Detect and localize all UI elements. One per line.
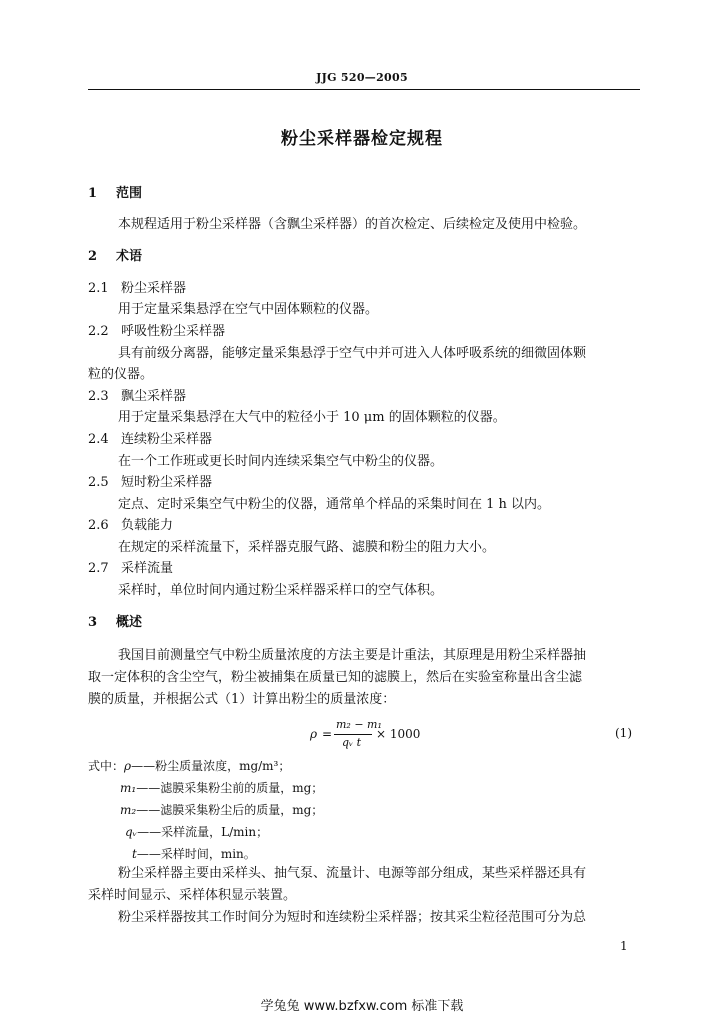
document-title: 粉尘采样器检定规程 bbox=[281, 129, 443, 149]
formula-factor: × 1000 bbox=[376, 727, 421, 741]
section-3-heading bbox=[88, 615, 142, 631]
footer-watermark: 学兔兔 www.bzfxw.com 标准下载 bbox=[260, 999, 464, 1014]
variable-symbol: m₁ bbox=[120, 781, 137, 795]
overview-paragraph-2-line-1: 粉尘采样器主要由采样头、抽气泵、流量计、电源等部分组成，某些采样器还具有 bbox=[118, 866, 587, 881]
term-title: 短时粉尘采样器 bbox=[121, 475, 213, 490]
term-2-6-heading bbox=[88, 518, 173, 534]
overview-paragraph-2-line-2: 采样时间显示、采样体积显示装置。 bbox=[88, 888, 297, 903]
term-number: 2.6 bbox=[88, 518, 109, 533]
term-title: 呼吸性粉尘采样器 bbox=[121, 324, 226, 339]
variable-symbol: qᵥ bbox=[125, 825, 138, 839]
section-title: 术语 bbox=[116, 249, 143, 264]
term-title: 粉尘采样器 bbox=[121, 281, 187, 296]
variable-symbol: ρ bbox=[124, 759, 132, 773]
term-title: 连续粉尘采样器 bbox=[121, 432, 213, 447]
formula-numerator: m₂ − m₁ bbox=[336, 718, 382, 731]
overview-paragraph-1-line-3: 膜的质量，并根据公式（1）计算出粉尘的质量浓度： bbox=[88, 692, 396, 707]
where-item bbox=[125, 824, 268, 840]
standard-code: JJG 520—2005 bbox=[316, 71, 408, 84]
term-2-5-definition: 定点、定时采集空气中粉尘的仪器，通常单个样品的采集时间在 1 h 以内。 bbox=[118, 497, 551, 512]
page-number: 1 bbox=[620, 939, 628, 953]
overview-paragraph-1-line-2: 取一定体积的含尘空气，粉尘被捕集在质量已知的滤膜上，然后在实验室称量出含尘滤 bbox=[88, 670, 583, 685]
term-2-4-definition: 在一个工作班或更长时间内连续采集空气中粉尘的仪器。 bbox=[118, 454, 444, 469]
term-title: 飘尘采样器 bbox=[121, 389, 187, 404]
section-number: 3 bbox=[88, 615, 98, 630]
term-number: 2.4 bbox=[88, 432, 109, 447]
where-item bbox=[120, 802, 323, 818]
term-2-6-definition: 在规定的采样流量下，采样器克服气路、滤膜和粉尘的阻力大小。 bbox=[118, 540, 496, 555]
term-title: 负载能力 bbox=[121, 518, 174, 533]
term-2-1-definition: 用于定量采集悬浮在空气中固体颗粒的仪器。 bbox=[118, 302, 379, 317]
overview-paragraph-3-line-1: 粉尘采样器按其工作时间分为短时和连续粉尘采样器；按其采尘粒径范围可分为总 bbox=[118, 910, 587, 925]
variable-description: ——滤膜采集粉尘后的质量，mg； bbox=[136, 803, 324, 817]
term-2-5-heading bbox=[88, 475, 212, 491]
where-item bbox=[120, 780, 323, 796]
term-2-3-heading bbox=[88, 389, 186, 405]
formula-denominator: qᵥ t bbox=[342, 736, 362, 749]
variable-description: ——采样流量，L/min； bbox=[137, 825, 269, 839]
variable-description: ——滤膜采集粉尘前的质量，mg； bbox=[136, 781, 324, 795]
variable-symbol: t bbox=[132, 847, 137, 861]
term-number: 2.7 bbox=[88, 561, 109, 576]
formula-number: (1) bbox=[615, 726, 632, 740]
section-1-text: 本规程适用于粉尘采样器（含飘尘采样器）的首次检定、后续检定及使用中检验。 bbox=[118, 217, 587, 232]
term-title: 采样流量 bbox=[121, 561, 174, 576]
term-2-2-definition-line-1: 具有前级分离器，能够定量采集悬浮于空气中并可进入人体呼吸系统的细微固体颗 bbox=[118, 346, 587, 361]
section-2-heading bbox=[88, 249, 142, 265]
header-rule bbox=[88, 89, 640, 90]
section-number: 2 bbox=[88, 249, 98, 264]
concentration-formula bbox=[310, 718, 430, 752]
term-number: 2.1 bbox=[88, 281, 109, 296]
where-item bbox=[124, 758, 290, 774]
term-number: 2.3 bbox=[88, 389, 109, 404]
variable-description: ——粉尘质量浓度，mg/m³； bbox=[131, 759, 291, 773]
term-2-7-heading bbox=[88, 561, 173, 577]
term-number: 2.2 bbox=[88, 324, 109, 339]
term-number: 2.5 bbox=[88, 475, 109, 490]
section-title: 概述 bbox=[116, 615, 143, 630]
term-2-1-heading bbox=[88, 281, 186, 297]
term-2-2-definition-line-2: 粒的仪器。 bbox=[88, 367, 154, 382]
term-2-4-heading bbox=[88, 432, 212, 448]
overview-paragraph-1-line-1: 我国目前测量空气中粉尘质量浓度的方法主要是计重法，其原理是用粉尘采样器抽 bbox=[118, 648, 587, 663]
section-title: 范围 bbox=[116, 186, 143, 201]
formula-lhs: ρ bbox=[310, 727, 318, 741]
section-1-heading bbox=[88, 186, 142, 202]
where-label: 式中： bbox=[88, 759, 125, 773]
variable-symbol: m₂ bbox=[120, 803, 137, 817]
formula-equals: = bbox=[322, 727, 333, 741]
section-number: 1 bbox=[88, 186, 98, 201]
variable-description: ——采样时间，min。 bbox=[136, 847, 256, 861]
term-2-2-heading bbox=[88, 324, 225, 340]
term-2-7-definition: 采样时，单位时间内通过粉尘采样器采样口的空气体积。 bbox=[118, 583, 444, 598]
fraction-bar bbox=[334, 734, 372, 735]
term-2-3-definition: 用于定量采集悬浮在大气中的粒径小于 10 μm 的固体颗粒的仪器。 bbox=[118, 410, 506, 425]
where-item bbox=[132, 846, 256, 862]
